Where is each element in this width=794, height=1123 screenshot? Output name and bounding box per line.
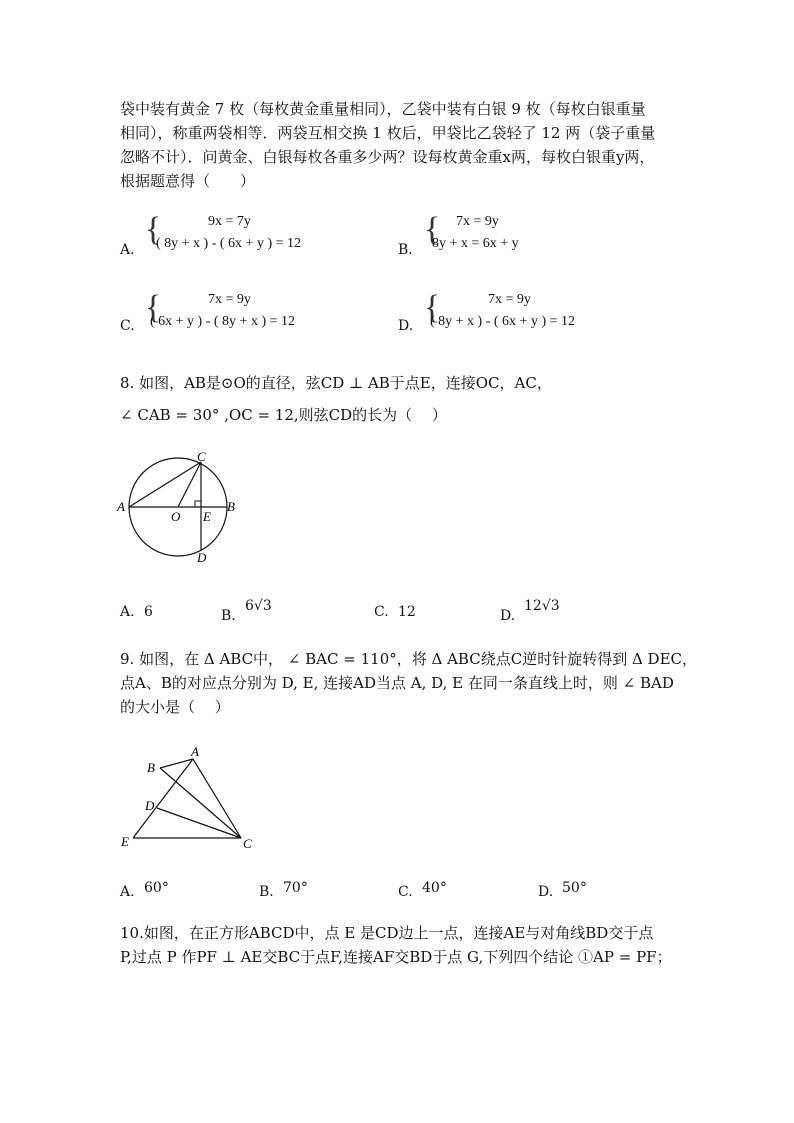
option-value: 6	[144, 604, 153, 620]
option-label: C.	[398, 884, 413, 900]
label-o: O	[171, 509, 181, 524]
option-label: B.	[221, 608, 236, 624]
equation-1: 7x = 9y	[488, 292, 531, 307]
label-a: A	[191, 744, 199, 759]
right-angle-mark	[195, 501, 201, 507]
q7-line-2: 相同），称重两袋相等．两袋互相交换 1 枚后，甲袋比乙袋轻了 12 两（袋子重量	[120, 124, 656, 142]
q10-line-1: 10.如图，在正方形ABCD中，点 E 是CD边上一点，连接AE与对角线BD交于点	[120, 924, 654, 942]
q9-line-1: 9. 如图，在 Δ ABC中， ∠ BAC = 110°，将 Δ ABC绕点C逆时针旋转得到 Δ DEC，	[120, 650, 698, 668]
brace-icon: {	[145, 289, 162, 326]
label-b: B	[147, 760, 155, 775]
option-value: 50°	[562, 880, 587, 896]
option-label: A.	[120, 884, 135, 900]
equation-2: 8y + x = 6x + y	[432, 236, 519, 251]
label-a: A	[117, 499, 125, 514]
option-label: A.	[120, 242, 135, 258]
label-c: C	[243, 836, 252, 851]
q8-line-1: 8. 如图，AB是⊙O的直径，弦CD ⊥ AB于点E，连接OC，AC，	[120, 374, 552, 392]
q9-triangle-figure	[115, 740, 265, 855]
equation-1: 9x = 7y	[208, 214, 251, 229]
option-label: D.	[398, 318, 414, 334]
segment-ba	[160, 759, 193, 768]
label-b: B	[227, 499, 235, 514]
option-value: 12√3	[524, 598, 560, 614]
equation-2: ( 8y + x ) - ( 6x + y ) = 12	[156, 236, 301, 251]
q7-line-1: 袋中装有黄金 7 枚（每枚黄金重量相同），乙袋中装有白银 9 枚（每枚白银重量	[120, 100, 646, 118]
q8-line-2: ∠ CAB = 30° ,OC = 12,则弦CD的长为（ ）	[120, 406, 447, 424]
option-label: A.	[120, 604, 135, 620]
option-label: B.	[398, 242, 413, 258]
segment-dc	[157, 808, 241, 838]
option-label: D.	[538, 884, 554, 900]
option-label: D.	[500, 608, 516, 624]
segment-bc	[160, 768, 241, 838]
option-value: 12	[398, 604, 416, 620]
option-value: 6√3	[245, 598, 272, 614]
label-e: E	[121, 834, 129, 849]
q7-line-4: 根据题意得（ ）	[120, 172, 256, 190]
option-value: 40°	[422, 880, 447, 896]
q8-circle-figure	[115, 445, 245, 565]
equation-1: 7x = 9y	[208, 292, 251, 307]
brace-icon: {	[424, 211, 441, 248]
brace-icon: {	[424, 289, 441, 326]
segment-ac	[193, 759, 241, 838]
label-d: D	[145, 798, 155, 813]
q10-line-2: P,过点 P 作PF ⊥ AE交BC于点F,连接AF交BD于点 G,下列四个结论 ①AP = PF；	[120, 948, 672, 966]
q7-line-3: 忽略不计）．问黄金、白银每枚各重多少两？设每枚黄金重x两，每枚白银重y两，	[120, 148, 655, 166]
label-d: D	[197, 550, 207, 565]
option-value: 70°	[283, 880, 308, 896]
option-label: C.	[120, 318, 135, 334]
option-label: B.	[259, 884, 274, 900]
brace-icon: {	[145, 211, 162, 248]
equation-2: ( 8y + x ) - ( 6x + y ) = 12	[430, 314, 575, 329]
option-label: C.	[374, 604, 389, 620]
equation-2: ( 6x + y ) - ( 8y + x ) = 12	[150, 314, 295, 329]
q9-line-2: 点A、B的对应点分别为 D, E, 连接AD当点 A, D, E 在同一条直线上时，则 ∠ BAD	[120, 674, 674, 692]
label-c: C	[197, 449, 206, 464]
q9-line-3: 的大小是（ ）	[120, 698, 230, 716]
segment-ac	[129, 462, 201, 507]
equation-1: 7x = 9y	[456, 214, 499, 229]
option-value: 60°	[144, 880, 169, 896]
label-e: E	[203, 509, 211, 524]
